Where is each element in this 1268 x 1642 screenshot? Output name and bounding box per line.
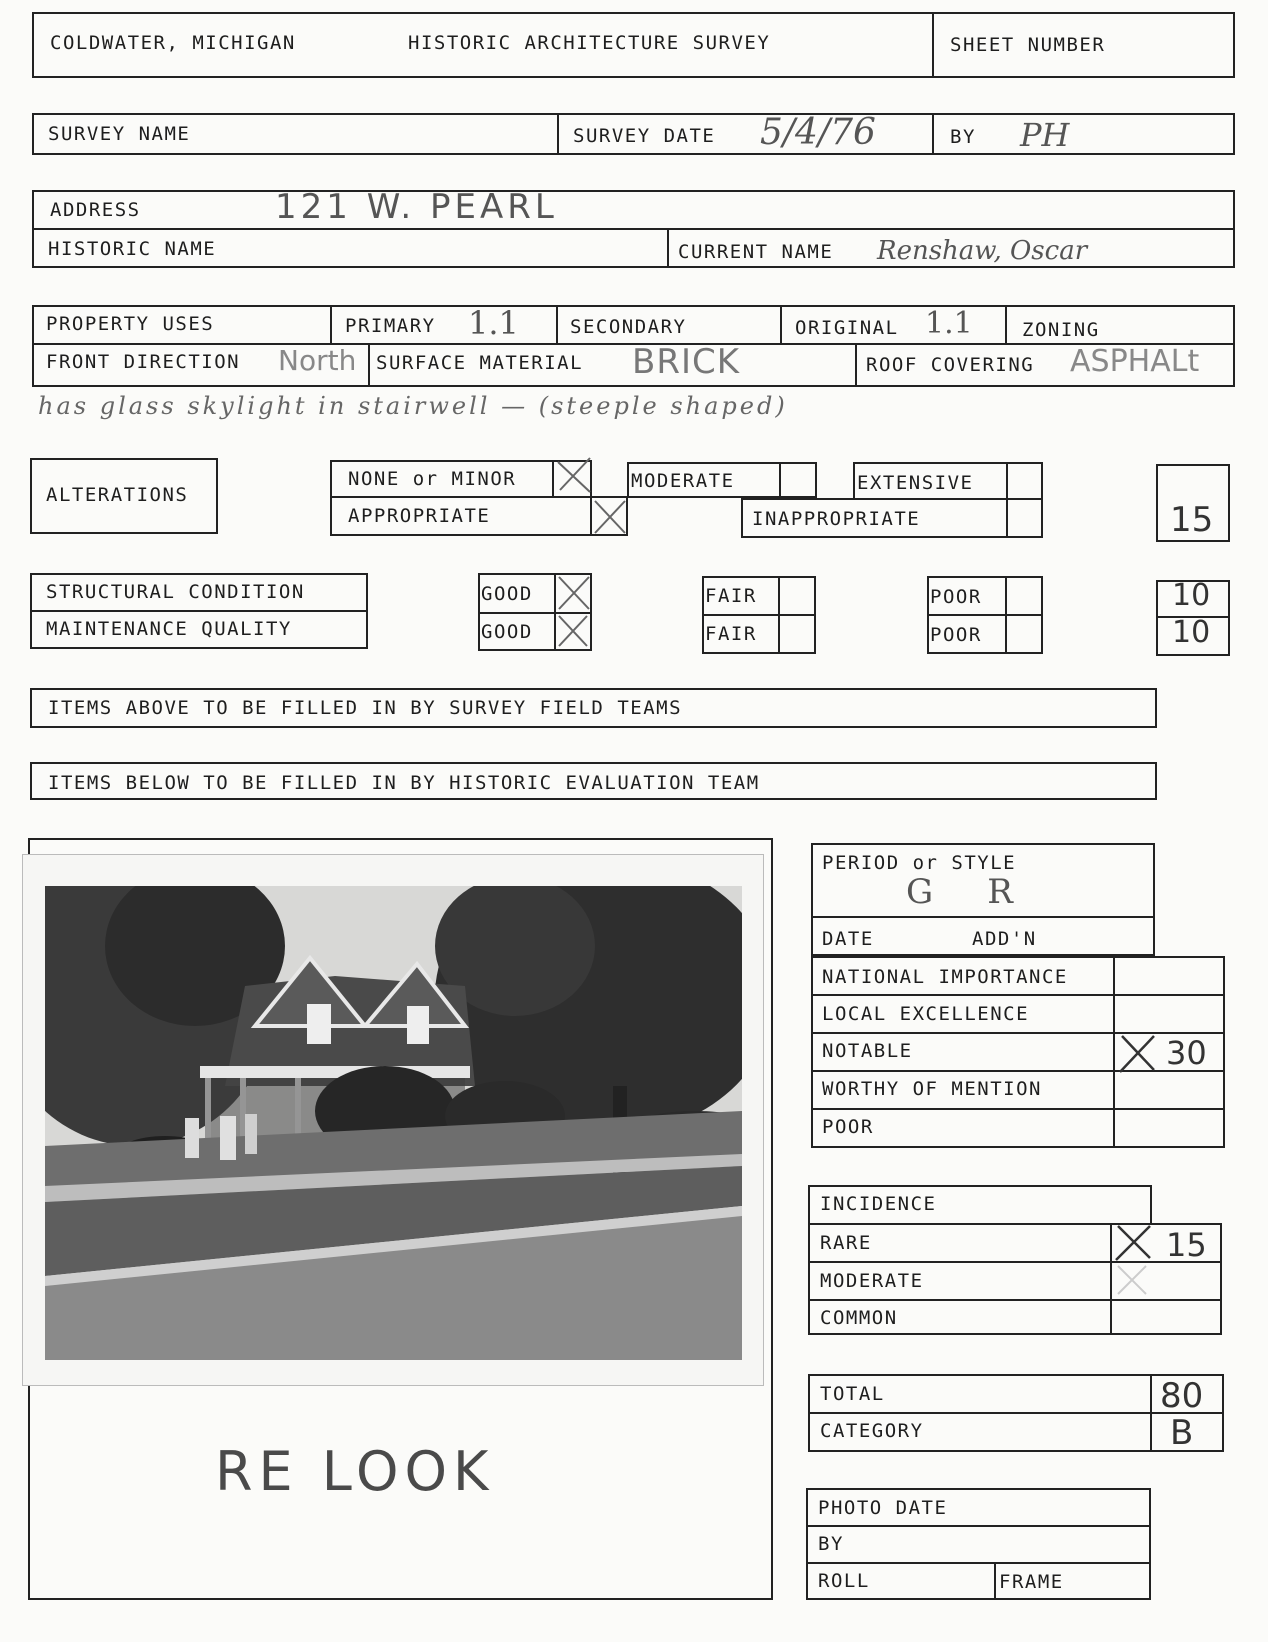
- total-value: 80: [1160, 1376, 1204, 1416]
- by-value: PH: [1020, 116, 1070, 154]
- period-style-label: PERIOD or STYLE: [822, 852, 1017, 874]
- condition-label-divider: [30, 610, 368, 612]
- by-label: BY: [950, 126, 976, 148]
- survey-div-1: [557, 113, 559, 155]
- primary-value: 1.1: [468, 304, 519, 342]
- house-photo-image: [45, 886, 742, 1360]
- category-label: CATEGORY: [820, 1420, 924, 1442]
- survey-date-value: 5/4/76: [760, 112, 876, 153]
- front-direction-value: North: [278, 344, 357, 377]
- banner-above-text: ITEMS ABOVE TO BE FILLED IN BY SURVEY FIELD TEAMS: [48, 697, 683, 719]
- surface-material-label: SURFACE MATERIAL: [376, 352, 584, 374]
- zoning-label: ZONING: [1022, 319, 1100, 341]
- notable-x-mark: [1116, 1034, 1158, 1074]
- surface-material-value: BRICK: [632, 342, 741, 382]
- date-addn-label: ADD'N: [972, 928, 1037, 950]
- house-photograph: [45, 886, 742, 1360]
- none-minor-label: NONE or MINOR: [348, 468, 517, 490]
- current-name-divider: [667, 228, 669, 268]
- structural-good-x-mark: [556, 574, 592, 612]
- notable-score: 30: [1166, 1034, 1207, 1072]
- maintenance-score: 10: [1172, 615, 1211, 650]
- fair-divider: [702, 614, 816, 616]
- structural-score: 10: [1172, 578, 1211, 613]
- structural-poor-label: POOR: [930, 586, 982, 608]
- rare-score: 15: [1166, 1226, 1207, 1264]
- photo-info-row-1: [806, 1525, 1151, 1527]
- category-value: B: [1170, 1413, 1194, 1453]
- survey-div-2: [932, 113, 934, 155]
- total-label: TOTAL: [820, 1383, 885, 1405]
- address-value: 121 W. PEARL: [275, 187, 558, 227]
- national-importance-label: NATIONAL IMPORTANCE: [822, 966, 1068, 988]
- frame-label: FRAME: [999, 1571, 1064, 1593]
- notable-label: NOTABLE: [822, 1040, 913, 1062]
- original-label: ORIGINAL: [795, 317, 899, 339]
- photo-info-row-2: [806, 1562, 1151, 1564]
- incidence-row-2: [808, 1299, 1222, 1301]
- roll-frame-div: [994, 1562, 996, 1600]
- fair-check-div: [778, 576, 780, 654]
- importance-row-4: [811, 1108, 1225, 1110]
- current-name-label: CURRENT NAME: [678, 241, 834, 263]
- front-direction-label: FRONT DIRECTION: [46, 351, 241, 373]
- banner-below-text: ITEMS BELOW TO BE FILLED IN BY HISTORIC EVALUATION TEAM: [48, 772, 760, 794]
- alterations-score: 15: [1170, 500, 1214, 540]
- worthy-of-mention-label: WORTHY OF MENTION: [822, 1078, 1042, 1100]
- inappropriate-label: INAPPROPRIATE: [752, 508, 921, 530]
- remark-handwriting: RE LOOK: [215, 1440, 495, 1503]
- structural-condition-label: STRUCTURAL CONDITION: [46, 581, 305, 603]
- moderate-erased-x-mark: [1114, 1262, 1150, 1298]
- totals-col-div: [1150, 1374, 1152, 1452]
- address-divider: [32, 228, 1235, 230]
- local-excellence-label: LOCAL EXCELLENCE: [822, 1003, 1030, 1025]
- period-style-value: G R: [906, 872, 1013, 912]
- prop-div-6: [855, 343, 857, 387]
- prop-div-4: [1005, 305, 1007, 345]
- roll-label: ROLL: [818, 1570, 870, 1592]
- poor-eval-label: POOR: [822, 1116, 874, 1138]
- roof-covering-label: ROOF COVERING: [866, 354, 1035, 376]
- prop-div-3: [780, 305, 782, 345]
- inappropriate-check-div: [1006, 498, 1008, 538]
- maintenance-fair-label: FAIR: [705, 623, 757, 645]
- photo-by-label: BY: [818, 1533, 844, 1555]
- original-value: 1.1: [925, 306, 973, 341]
- moderate-incidence-label: MODERATE: [820, 1270, 924, 1292]
- importance-row-2: [811, 1032, 1225, 1034]
- alterations-label: ALTERATIONS: [46, 484, 189, 506]
- primary-label: PRIMARY: [345, 315, 436, 337]
- survey-date-label: SURVEY DATE: [573, 125, 716, 147]
- secondary-label: SECONDARY: [570, 316, 687, 338]
- poor-check-div: [1005, 576, 1007, 654]
- incidence-row-1: [808, 1261, 1222, 1263]
- property-uses-label: PROPERTY USES: [46, 313, 215, 335]
- historic-name-label: HISTORIC NAME: [48, 238, 217, 260]
- appropriate-x-mark: [592, 498, 628, 536]
- address-label: ADDRESS: [50, 199, 141, 221]
- prop-div-1: [330, 305, 332, 345]
- importance-row-1: [811, 994, 1225, 996]
- structural-fair-label: FAIR: [705, 585, 757, 607]
- maintenance-good-x-mark: [556, 613, 590, 649]
- maintenance-quality-label: MAINTENANCE QUALITY: [46, 618, 292, 640]
- city-label: COLDWATER, MICHIGAN: [50, 32, 296, 54]
- common-label: COMMON: [820, 1307, 898, 1329]
- rare-label: RARE: [820, 1232, 872, 1254]
- property-note: has glass skylight in stairwell — (steeple shaped): [38, 392, 788, 420]
- survey-name-label: SURVEY NAME: [48, 123, 191, 145]
- prop-div-5: [368, 343, 370, 387]
- moderate-alt-label: MODERATE: [631, 470, 735, 492]
- header-divider: [932, 12, 934, 78]
- photo-date-label: PHOTO DATE: [818, 1497, 948, 1519]
- incidence-label: INCIDENCE: [820, 1193, 937, 1215]
- poor-divider: [927, 614, 1043, 616]
- date-label: DATE: [822, 928, 874, 950]
- roof-covering-value: ASPHALt: [1070, 344, 1200, 379]
- structural-good-label: GOOD: [481, 583, 533, 605]
- maintenance-good-label: GOOD: [481, 621, 533, 643]
- current-name-value: Renshaw, Oscar: [877, 236, 1088, 266]
- appropriate-label: APPROPRIATE: [348, 505, 491, 527]
- prop-div-2: [556, 305, 558, 345]
- sheet-number-label: SHEET NUMBER: [950, 34, 1106, 56]
- rare-x-mark: [1112, 1224, 1154, 1262]
- extensive-check-div: [1006, 462, 1008, 500]
- importance-col-div: [1113, 956, 1115, 1148]
- importance-row-3: [811, 1070, 1225, 1072]
- maintenance-poor-label: POOR: [930, 624, 982, 646]
- moderate-check-div: [779, 462, 781, 498]
- form-title: HISTORIC ARCHITECTURE SURVEY: [408, 32, 771, 54]
- extensive-label: EXTENSIVE: [857, 472, 974, 494]
- none-minor-x-mark: [554, 456, 594, 496]
